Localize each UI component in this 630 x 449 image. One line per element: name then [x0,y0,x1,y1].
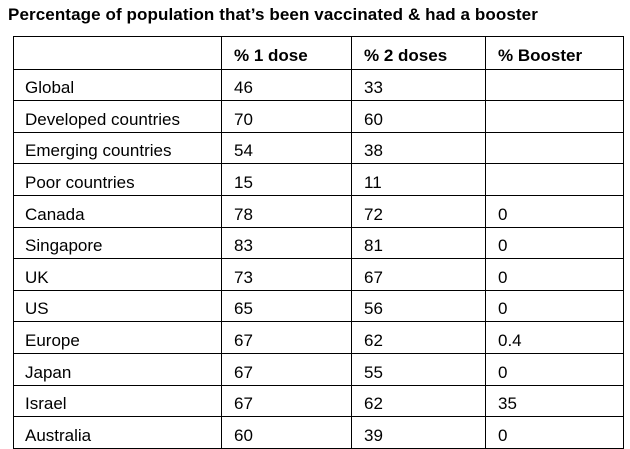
table-body [14,69,624,448]
dose2-cell: 33 [352,69,486,101]
booster-cell [486,101,624,133]
dose2-cell: 56 [352,290,486,322]
dose1-cell: 67 [222,322,352,354]
header-cell-2-doses: % 2 doses [352,37,486,70]
booster-cell: 35 [486,385,624,417]
table-row [14,290,624,322]
table-row [14,227,624,259]
row-name-cell: Developed countries [14,101,222,133]
booster-cell: 0 [486,227,624,259]
table-row [14,101,624,133]
table-row [14,259,624,291]
row-name-cell: Canada [14,195,222,227]
row-name-cell: Poor countries [14,164,222,196]
header-cell-booster: % Booster [486,37,624,70]
dose2-cell: 38 [352,132,486,164]
dose1-cell: 15 [222,164,352,196]
dose1-cell: 73 [222,259,352,291]
dose2-cell: 62 [352,322,486,354]
dose1-cell: 65 [222,290,352,322]
row-name-cell: Europe [14,322,222,354]
vaccination-table [13,36,624,449]
table-title: Percentage of population that’s been vaccinated & had a booster [8,5,538,24]
dose1-cell: 83 [222,227,352,259]
booster-cell [486,69,624,101]
table-row [14,195,624,227]
dose1-cell: 67 [222,353,352,385]
booster-cell: 0 [486,259,624,291]
row-name-cell: Global [14,69,222,101]
dose2-cell: 72 [352,195,486,227]
booster-cell: 0 [486,195,624,227]
row-name-cell: Emerging countries [14,132,222,164]
dose2-cell: 55 [352,353,486,385]
table-row [14,353,624,385]
dose2-cell: 39 [352,417,486,449]
table-row [14,164,624,196]
booster-cell: 0 [486,290,624,322]
table-row [14,385,624,417]
row-name-cell: US [14,290,222,322]
table-row [14,322,624,354]
header-row [14,37,624,70]
table-row [14,132,624,164]
dose2-cell: 11 [352,164,486,196]
dose1-cell: 54 [222,132,352,164]
booster-cell: 0.4 [486,322,624,354]
dose2-cell: 60 [352,101,486,133]
row-name-cell: Australia [14,417,222,449]
booster-cell [486,132,624,164]
dose2-cell: 67 [352,259,486,291]
dose1-cell: 60 [222,417,352,449]
table-row [14,417,624,449]
row-name-cell: Israel [14,385,222,417]
row-name-cell: Singapore [14,227,222,259]
header-cell-1-dose: % 1 dose [222,37,352,70]
table-row [14,69,624,101]
dose1-cell: 67 [222,385,352,417]
dose1-cell: 46 [222,69,352,101]
dose1-cell: 78 [222,195,352,227]
dose2-cell: 81 [352,227,486,259]
booster-cell: 0 [486,353,624,385]
dose2-cell: 62 [352,385,486,417]
row-name-cell: UK [14,259,222,291]
booster-cell [486,164,624,196]
booster-cell: 0 [486,417,624,449]
header-cell-label [14,37,222,70]
dose1-cell: 70 [222,101,352,133]
row-name-cell: Japan [14,353,222,385]
